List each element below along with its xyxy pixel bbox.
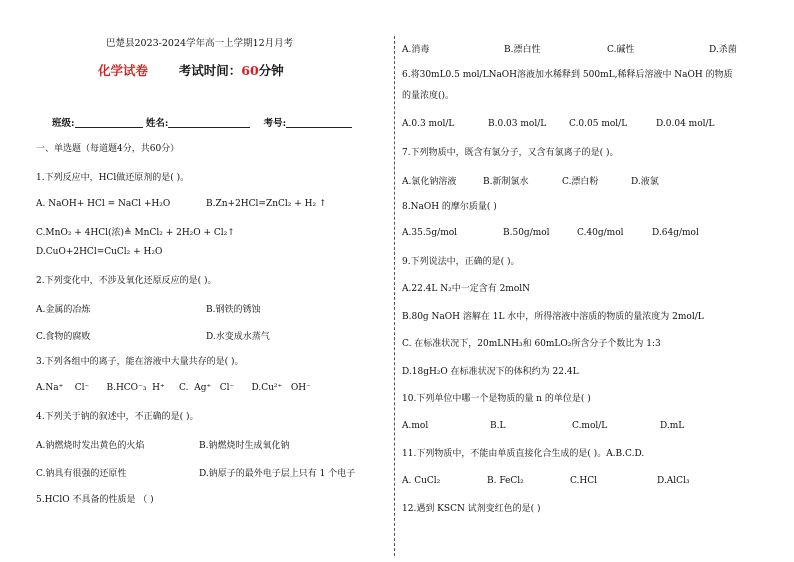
q6-option-b: B.0.03 mol/L (488, 119, 547, 129)
q6-option-c: C.0.05 mol/L (569, 119, 628, 129)
q6-stem-line1: 6.将30mL0.5 mol/LNaOH溶液加水稀释到 500mL,稀释后溶液中 NaOH 的物质 (402, 70, 733, 80)
q2-option-b: B.钢铁的锈蚀 (206, 305, 261, 315)
q1-option-d: D.CuO+2HCl=CuCl₂ + H₂O (36, 247, 163, 257)
q8-stem: 8.NaOH 的摩尔质量( ) (402, 202, 497, 212)
q10-stem: 10.下列单位中哪一个是物质的量 n 的单位是( ) (402, 394, 591, 404)
q5-option-c: C.碱性 (607, 45, 635, 55)
q11-option-d: D.AlCl₃ (657, 476, 690, 486)
q7-option-b: B.新制氯水 (483, 177, 529, 187)
exam-subtitle (98, 65, 284, 77)
q9-option-d: D.18gH₂O 在标准状况下的体积约为 22.4L (402, 367, 579, 377)
subject-label: 化学试卷 (98, 63, 149, 78)
q6-stem-line2: 的量浓度()。 (402, 91, 455, 101)
q10-option-b: B.L (490, 421, 506, 431)
q5-option-a: A.消毒 (402, 45, 430, 55)
q11-option-c: C.HCl (570, 476, 598, 486)
class-label: 班级: (52, 118, 75, 129)
q4-option-a: A.钠燃烧时发出黄色的火焰 (36, 441, 145, 451)
q3-stem: 3.下列各组中的离子，能在溶液中大量共存的是( )。 (36, 357, 244, 367)
q6-option-d: D.0.04 mol/L (656, 119, 715, 129)
column-divider (394, 36, 395, 556)
q4-option-d: D.钠原子的最外电子层上只有 1 个电子 (199, 469, 356, 479)
q10-option-c: C.mol/L (572, 421, 608, 431)
q5-option-b: B.漂白性 (504, 45, 541, 55)
q7-option-d: D.液氯 (631, 177, 659, 187)
q10-option-d: D.mL (660, 421, 685, 431)
q8-option-a: A.35.5g/mol (402, 228, 458, 238)
class-field[interactable] (75, 117, 143, 128)
time-value: 60 (241, 63, 259, 78)
q11-stem: 11.下列物质中，不能由单质直接化合生成的是( )。A.B.C.D. (402, 449, 645, 459)
q7-stem: 7.下列物质中，既含有氯分子，又含有氯离子的是( )。 (402, 148, 619, 158)
q4-option-b: B.钠燃烧时生成氧化钠 (199, 441, 290, 451)
q9-stem: 9.下列说法中，正确的是( )。 (402, 257, 520, 267)
q12-stem: 12.遇到 KSCN 试剂变红色的是( ) (402, 504, 541, 514)
q2-option-d: D.水变成水蒸气 (206, 332, 270, 342)
q3-options: A.Na⁺ Cl⁻ B.HCO⁻₃ H⁺ C. Ag⁺ Cl⁻ D.Cu²⁺ OH⁻ (36, 383, 311, 393)
q8-option-c: C.40g/mol (577, 228, 624, 238)
q2-option-a: A.金属的冶炼 (36, 305, 91, 315)
q4-stem: 4.下列关于钠的叙述中，不正确的是( )。 (36, 412, 199, 422)
q1-option-b: B.Zn+2HCl=ZnCl₂ + H₂ ↑ (206, 199, 327, 209)
q1-option-a: A. NaOH+ HCl = NaCl +H₂O (36, 199, 171, 209)
student-info-row (52, 117, 352, 130)
exam-no-field[interactable] (286, 117, 352, 128)
q8-option-b: B.50g/mol (503, 228, 550, 238)
q1-stem: 1.下列反应中，HCl做还原剂的是( )。 (36, 173, 190, 183)
q9-option-c: C. 在标准状况下，20mLNH₃和 60mLO₂所含分子个数比为 1:3 (402, 339, 661, 349)
time-label: 考试时间： (178, 63, 242, 78)
q9-option-b: B.80g NaOH 溶解在 1L 水中，所得溶液中溶质的物质的量浓度为 2mol/L (402, 312, 704, 322)
q9-option-a: A.22.4L N₂中一定含有 2molN (402, 284, 531, 294)
q6-option-a: A.0.3 mol/L (402, 119, 455, 129)
right-column (402, 0, 772, 562)
q4-option-c: C.钠具有很强的还原性 (36, 469, 127, 479)
q10-option-a: A.mol (402, 421, 429, 431)
q11-option-b: B. FeCl₂ (487, 476, 524, 486)
name-label: 姓名: (145, 118, 169, 129)
section-heading: 一、单选题（每道题4分，共60分） (36, 144, 180, 154)
q5-stem: 5.HClO 不具备的性质是 （ ) (36, 495, 154, 505)
name-field[interactable] (168, 117, 250, 128)
q2-stem: 2.下列变化中，不涉及氧化还原反应的是( )。 (36, 276, 217, 286)
left-column (36, 0, 386, 562)
exam-title: 巴楚县2023-2024学年高一上学期12月月考 (106, 38, 294, 49)
q8-option-d: D.64g/mol (652, 228, 699, 238)
q2-option-c: C.食物的腐败 (36, 332, 91, 342)
q1-option-c: C.MnO₂ + 4HCl(浓)≜ MnCl₂ + 2H₂O + Cl₂↑ (36, 228, 235, 238)
q7-option-c: C.漂白粉 (562, 177, 599, 187)
time-unit: 分钟 (258, 63, 284, 78)
q5-option-d: D.杀菌 (709, 45, 737, 55)
q11-option-a: A. CuCl₂ (402, 476, 441, 486)
q7-option-a: A.氯化钠溶液 (402, 177, 457, 187)
exam-no-label: 考号: (263, 118, 287, 129)
